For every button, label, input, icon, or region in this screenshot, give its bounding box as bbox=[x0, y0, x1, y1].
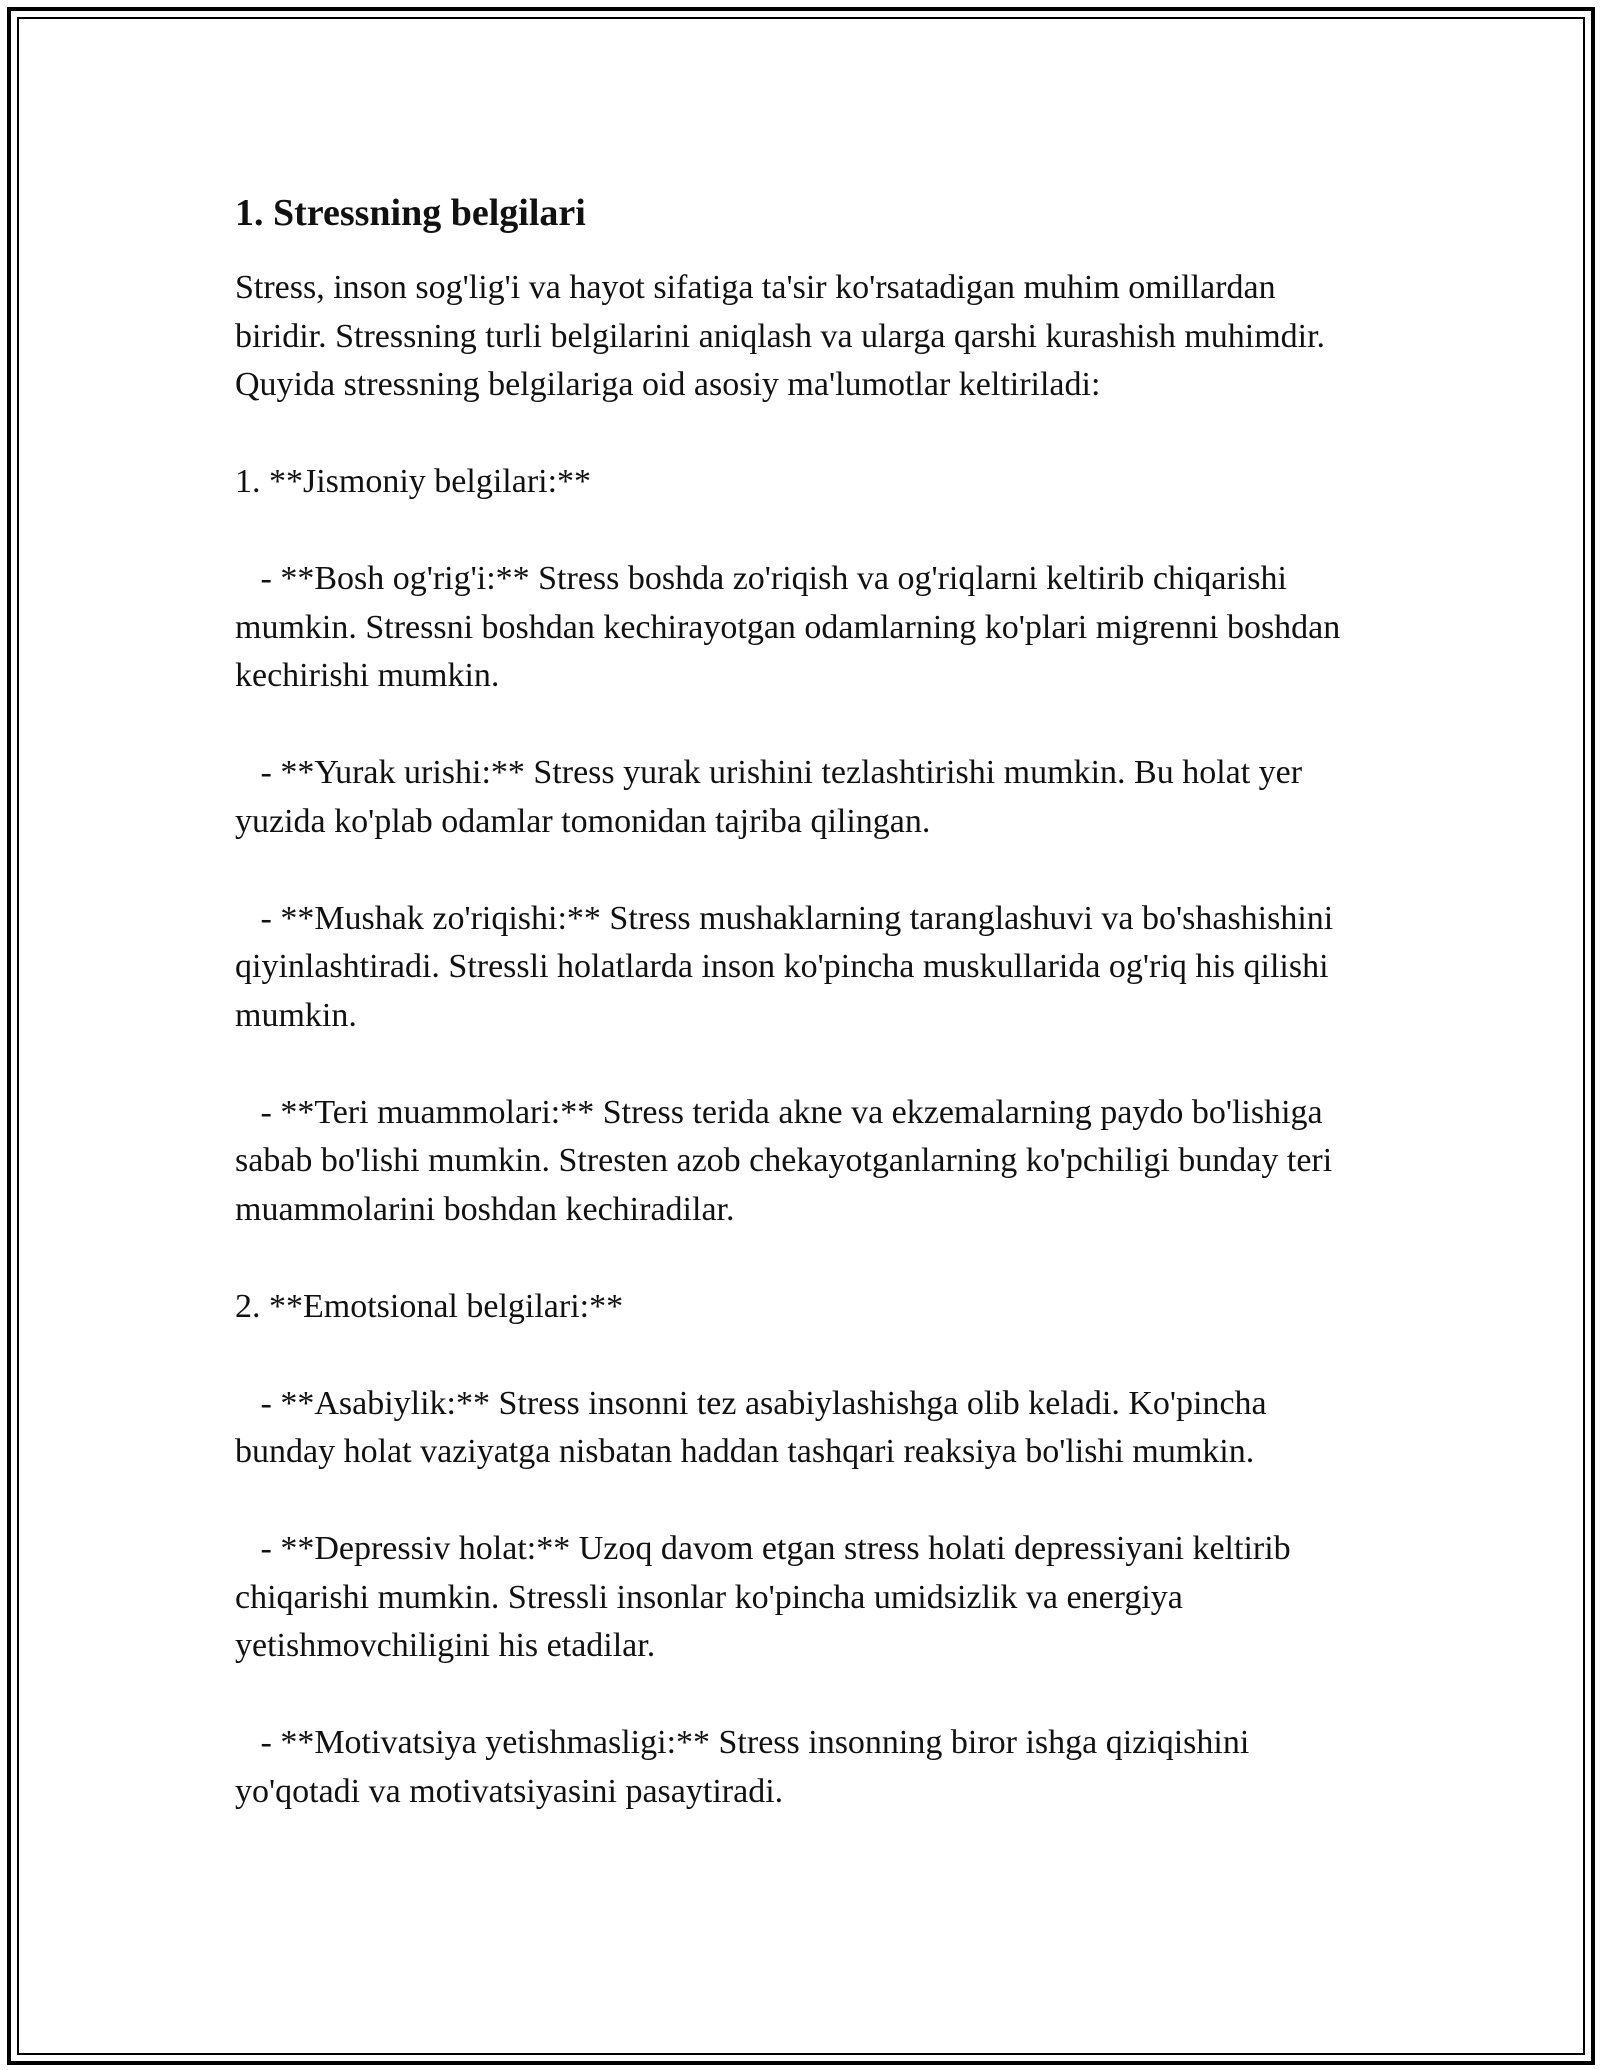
section-title-emotional: 2. **Emotsional belgilari:** bbox=[235, 1287, 624, 1325]
intro-paragraph: Stress, inson sog'lig'i va hayot sifatiga ta'sir ko'rsatadigan muhim omillardan biridir. Stressning turli belgilarini aniqlash va ularga qarshi kurashish muhimdir. Quyida stressning belgilariga oid asosiy ma'lumotlar keltiriladi: bbox=[235, 269, 1334, 403]
list-item-headache: - **Bosh og'rig'i:** Stress boshda zo'riqish va og'riqlarni keltirib chiqarishi mumkin. Stressni boshdan kechirayotgan odamlarning ko'plari migrenni boshdan kechirishi mumkin. bbox=[235, 560, 1349, 694]
section-title-physical: 1. **Jismoniy belgilari:** bbox=[235, 463, 592, 500]
list-item-skin-problems: - **Teri muammolari:** Stress terida akne va ekzemalarning paydo bo'lishiga sabab bo'lishi mumkin. Stresten azob chekayotganlarning ko'pchiligi bunday teri muammolarini boshdan kechiradilar. bbox=[235, 1093, 1341, 1228]
list-item-heartbeat: - **Yurak urishi:** Stress yurak urishini tezlashtirishi mumkin. Bu holat yer yuzida ko'plab odamlar tomonidan tajriba qilingan. bbox=[235, 754, 1311, 840]
document-body bbox=[235, 188, 1375, 1816]
list-item-irritability: - **Asabiylik:** Stress insonni tez asabiylashishga olib keladi. Ko'pincha bunday holat vaziyatga nisbatan haddan tashqari reaksiya bo'lishi mumkin. bbox=[235, 1384, 1276, 1470]
list-item-depression: - **Depressiv holat:** Uzoq davom etgan stress holati depressiyani keltirib chiqarishi mumkin. Stressli insonlar ko'pincha umidsizlik va energiya yetishmovchiligini his etadilar. bbox=[235, 1530, 1300, 1664]
section-heading: 1. Stressning belgilari bbox=[235, 192, 586, 234]
list-item-motivation: - **Motivatsiya yetishmasligi:** Stress insonning biror ishga qiziqishini yo'qotadi va motivatsiyasini pasaytiradi. bbox=[235, 1724, 1258, 1810]
list-item-muscle-tension: - **Mushak zo'riqishi:** Stress mushaklarning taranglashuvi va bo'shashishini qiyinlashtiradi. Stressli holatlarda inson ko'pincha muskullarida og'riq his qilishi mumkin. bbox=[235, 899, 1342, 1034]
